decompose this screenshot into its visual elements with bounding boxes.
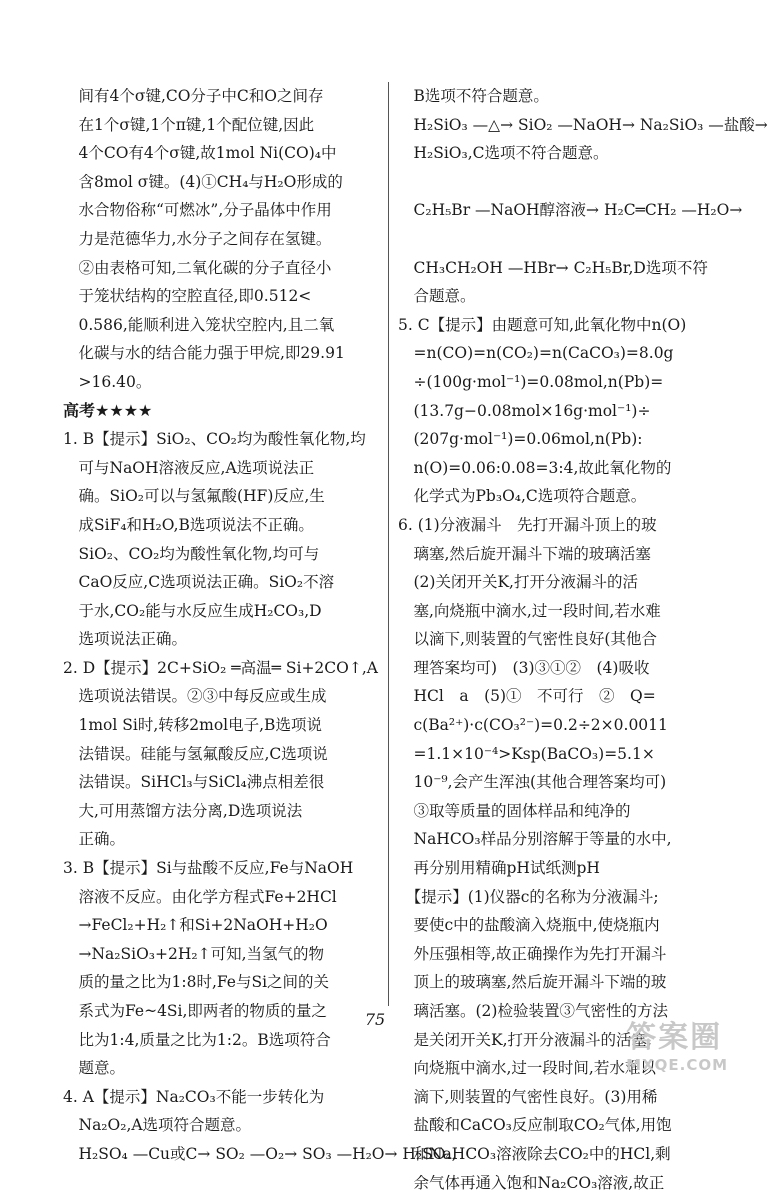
- page-number: 75: [364, 1010, 386, 1029]
- text-line: 余气体再通入饱和Na₂CO₃溶液,故正: [398, 1173, 665, 1192]
- text-line: (207g·mol⁻¹)=0.06mol,n(Pb):: [398, 430, 643, 449]
- text-line: 是关闭开关K,打开分液漏斗的活塞,: [398, 1030, 652, 1049]
- column-divider: [388, 82, 389, 1006]
- text-line: 含8mol σ键。(4)①CH₄与H₂O形成的: [63, 172, 343, 191]
- text-line: [398, 225, 718, 254]
- text-line: 向烧瓶中滴水,过一段时间,若水难以: [398, 1059, 656, 1078]
- left-column: [63, 82, 457, 1169]
- text-line: 成SiF₄和H₂O,B选项说法不正确。: [63, 515, 314, 534]
- text-line: 滴下,则装置的气密性良好。(3)用稀: [398, 1087, 658, 1106]
- text-line: [398, 168, 718, 197]
- text-line: 10⁻⁹,会产生浑浊(其他合理答案均可): [398, 773, 667, 792]
- text-line: 以滴下,则装置的气密性良好(其他合: [398, 630, 657, 649]
- text-line: n(O)=0.06:0.08=3:4,故此氧化物的: [398, 458, 672, 477]
- text-line: 3. B【提示】Si与盐酸不反应,Fe与NaOH: [63, 859, 354, 878]
- text-line: 璃塞,然后旋开漏斗下端的玻璃活塞: [398, 544, 651, 563]
- text-line: 高考★★★★: [63, 400, 153, 420]
- text-line: →Na₂SiO₃+2H₂↑可知,当氢气的物: [63, 944, 324, 963]
- text-line: 题意。: [63, 1059, 126, 1078]
- text-line: 间有4个σ键,CO分子中C和O之间存: [63, 87, 324, 105]
- text-line: ②由表格可知,二氧化碳的分子直径小: [63, 258, 332, 277]
- text-line: CaO反应,C选项说法正确。SiO₂不溶: [63, 573, 335, 592]
- text-line: 选项说法错误。②③中每反应或生成: [63, 687, 327, 706]
- text-line: 合题意。: [398, 287, 476, 306]
- text-line: 1. B【提示】SiO₂、CO₂均为酸性氧化物,均: [63, 430, 366, 449]
- text-line: 要使c中的盐酸滴入烧瓶中,使烧瓶内: [398, 916, 660, 935]
- text-line: NaHCO₃样品分别溶解于等量的水中,: [398, 830, 672, 849]
- text-line: 6. (1)分液漏斗 先打开漏斗顶上的玻: [398, 515, 657, 534]
- text-line: 【提示】(1)仪器c的名称为分液漏斗;: [398, 887, 659, 906]
- text-line: H₂SiO₃,C选项不符合题意。: [398, 144, 609, 163]
- text-line: →FeCl₂+H₂↑和Si+2NaOH+H₂O: [63, 916, 328, 935]
- text-line: 于水,CO₂能与水反应生成H₂CO₃,D: [63, 601, 322, 620]
- text-line: 水合物俗称“可燃冰”,分子晶体中作用: [63, 201, 332, 220]
- text-line: 溶液不反应。由化学方程式Fe+2HCl: [63, 887, 337, 906]
- text-line: 塞,向烧瓶中滴水,过一段时间,若水难: [398, 601, 661, 620]
- text-line: =1.1×10⁻⁴>Ksp(BaCO₃)=5.1×: [398, 744, 655, 763]
- text-line: 理答案均可) (3)③①② (4)吸收: [398, 658, 650, 677]
- text-line: 外压强相等,故正确操作为先打开漏斗: [398, 944, 667, 963]
- text-line: =n(CO)=n(CO₂)=n(CaCO₃)=8.0g: [398, 344, 674, 363]
- text-line: Na₂O₂,A选项符合题意。: [63, 1116, 252, 1135]
- text-line: H₂SiO₃ —△→ SiO₂ —NaOH→ Na₂SiO₃ —盐酸→: [398, 115, 768, 134]
- text-line: C₂H₅Br —NaOH醇溶液→ H₂C═CH₂ —H₂O→: [398, 201, 743, 220]
- text-line: ③取等质量的固体样品和纯净的: [398, 801, 631, 820]
- text-line: 质的量之比为1:8时,Fe与Si之间的关: [63, 973, 330, 992]
- text-line: 璃活塞。(2)检验装置③气密性的方法: [398, 1002, 668, 1020]
- text-line: 在1个σ键,1个π键,1个配位键,因此: [63, 115, 315, 134]
- text-line: 5. C【提示】由题意可知,此氧化物中n(O): [398, 315, 687, 334]
- text-line: 4. A【提示】Na₂CO₃不能一步转化为: [63, 1087, 325, 1106]
- watermark-logo: [626, 1012, 728, 1074]
- watermark-text: 答案圈: [626, 1020, 723, 1055]
- text-line: 确。SiO₂可以与氢氟酸(HF)反应,生: [63, 487, 325, 506]
- text-line: 0.586,能顺利进入笼状空腔内,且二氧: [63, 315, 335, 334]
- text-line: 盐酸和CaCO₃反应制取CO₂气体,用饱: [398, 1116, 672, 1135]
- text-line: ÷(100g·mol⁻¹)=0.08mol,n(Pb)=: [398, 372, 664, 391]
- text-line: HCl a (5)① 不可行 ② Q=: [398, 687, 656, 706]
- text-line: c(Ba²⁺)·c(CO₃²⁻)=0.2÷2×0.0011: [398, 716, 668, 735]
- text-line: 2. D【提示】2C+SiO₂ ═高温═ Si+2CO↑,A: [63, 658, 378, 677]
- text-line: 大,可用蒸馏方法分离,D选项说法: [63, 801, 303, 820]
- text-line: 力是范德华力,水分子之间存在氢键。: [63, 229, 332, 248]
- text-line: >16.40。: [63, 372, 152, 391]
- text-line: 选项说法正确。: [63, 630, 188, 649]
- text-line: SiO₂、CO₂均为酸性氧化物,均可与: [63, 544, 320, 563]
- text-line: CH₃CH₂OH —HBr→ C₂H₅Br,D选项不符: [398, 258, 708, 277]
- text-line: 正确。: [63, 830, 126, 849]
- text-line: 于笼状结构的空腔直径,即0.512<: [63, 287, 312, 306]
- text-line: 化学式为Pb₃O₄,C选项符合题意。: [398, 487, 647, 506]
- text-line: 1mol Si时,转移2mol电子,B选项说: [63, 716, 322, 735]
- watermark-url: MXQE.COM: [626, 1056, 728, 1074]
- text-line: H₂SO₄ —Cu或C→ SO₂ —O₂→ SO₃ —H₂O→ H₂SO₄,: [63, 1144, 457, 1163]
- text-line: 系式为Fe~4Si,即两者的物质的量之: [63, 1002, 327, 1020]
- text-line: 法错误。SiHCl₃与SiCl₄沸点相差很: [63, 773, 325, 792]
- text-line: 化碳与水的结合能力强于甲烷,即29.91: [63, 344, 345, 363]
- text-line: 比为1:4,质量之比为1:2。B选项符合: [63, 1030, 331, 1049]
- text-line: B选项不符合题意。: [398, 87, 549, 105]
- text-line: 可与NaOH溶液反应,A选项说法正: [63, 458, 315, 477]
- text-line: 和NaHCO₃溶液除去CO₂中的HCl,剩: [398, 1144, 671, 1163]
- text-line: 4个CO有4个σ键,故1mol Ni(CO)₄中: [63, 144, 337, 163]
- text-line: 再分别用精确pH试纸测pH: [398, 859, 600, 878]
- text-line: (13.7g−0.08mol×16g·mol⁻¹)÷: [398, 401, 651, 420]
- text-line: 顶上的玻璃塞,然后旋开漏斗下端的玻: [398, 973, 667, 992]
- text-line: 法错误。硅能与氢氟酸反应,C选项说: [63, 744, 328, 763]
- text-line: (2)关闭开关K,打开分液漏斗的活: [398, 573, 638, 592]
